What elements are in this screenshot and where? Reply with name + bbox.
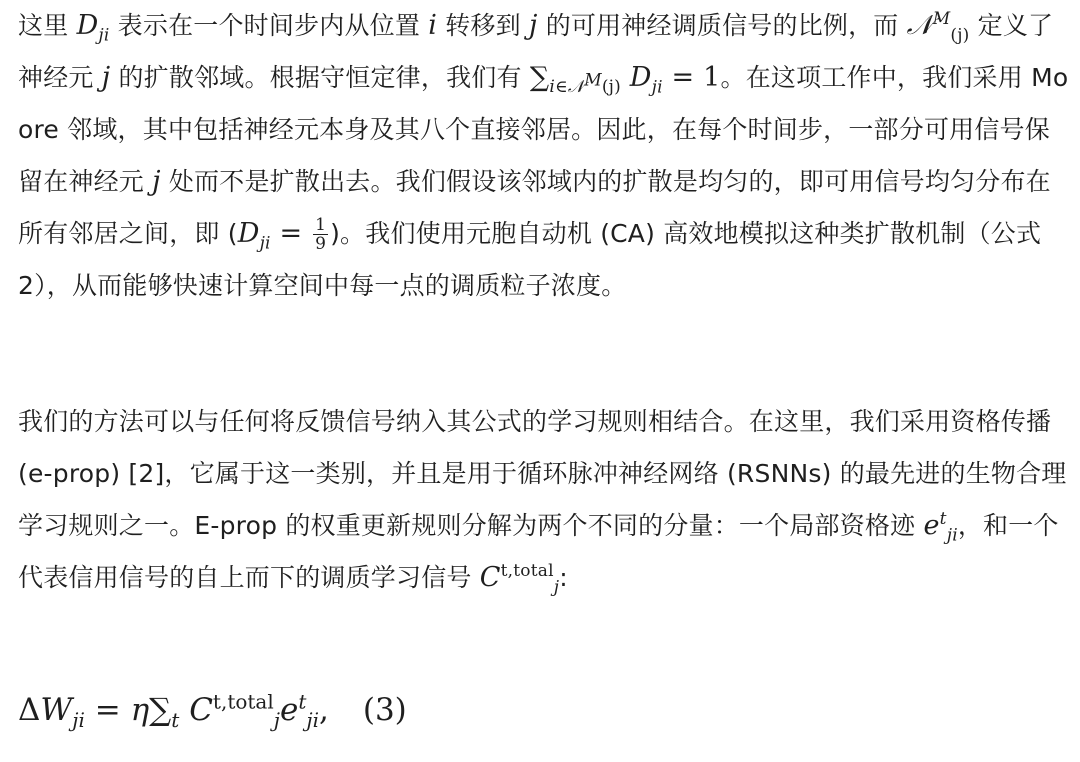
paragraph-eprop	[18, 396, 1070, 604]
equation-number: (3)	[362, 692, 407, 728]
text-run: 定义了神经元	[18, 11, 1054, 92]
text-run: 的可用神经调质信号的比例，而	[537, 11, 907, 40]
text-run: 处而不是扩散出去。我们假设该邻域内的扩散是均匀的，即可用信号均匀分布在所有邻居之间，即 (	[18, 167, 1051, 248]
text-run: 的扩散邻域。根据守恒定律，我们有	[110, 63, 530, 92]
math-uniform-diffusion: $D_{ji}$ = $\frac{1}{9}$	[237, 215, 327, 254]
text-run: )。我们使用元胞自动机 (CA) 高效地模拟这种类扩散机制（公式 2），从而能够快速计算空间中每一点的调质粒子浓度。	[18, 219, 1042, 300]
math-j: j	[152, 166, 161, 197]
text-run: ，和一个代表信用信号的自上而下的调质学习信号	[18, 511, 1059, 592]
math-j: j	[528, 10, 538, 41]
text-run: :	[559, 563, 568, 592]
text-run: 表示在一个时间步内从位置	[109, 11, 429, 40]
equation-weight-update: $\Delta W_{ji} = \eta\sum_t$ $C^{t,total}_je^t_{ji}$, (3)	[18, 689, 407, 733]
math-eligibility-trace: $e^t_{ji}$	[923, 509, 958, 546]
text-run: 。在这项工作中，我们采用 Moore 邻域，其中包括神经元本身及其八个直接邻居。因此，在每个时间步，一部分可用信号保留在神经元	[18, 63, 1069, 196]
text-run: 这里	[18, 11, 77, 40]
math-learning-signal: $C^{t,total}_j$	[479, 561, 560, 598]
math-i: i	[428, 10, 438, 41]
math-D-ji: $D_{ji}$	[76, 10, 110, 46]
text-run: 我们的方法可以与任何将反馈信号纳入其公式的学习规则相结合。在这里，我们采用资格传播 (e-prop) [2]，它属于这一类别，并且是用于循环脉冲神经网络 (RSNNs) 的最先进的生物合理学习规则之一。E-prop 的权重更新规则分解为两个不同的分量：一个局部资格迹	[18, 407, 1067, 540]
text-run: 转移到	[437, 11, 529, 40]
math-j: j	[101, 62, 111, 93]
fraction-one-ninth: $\frac{1}{9}$	[315, 215, 327, 254]
math-neighborhood-N: 𝒩$^M_{(j)}$	[906, 9, 970, 46]
paragraph-diffusion	[18, 0, 1070, 312]
math-conservation-sum: $\sum_{i\in 𝒩^M(j)}$ $D_{ji} = 1$	[529, 62, 721, 98]
